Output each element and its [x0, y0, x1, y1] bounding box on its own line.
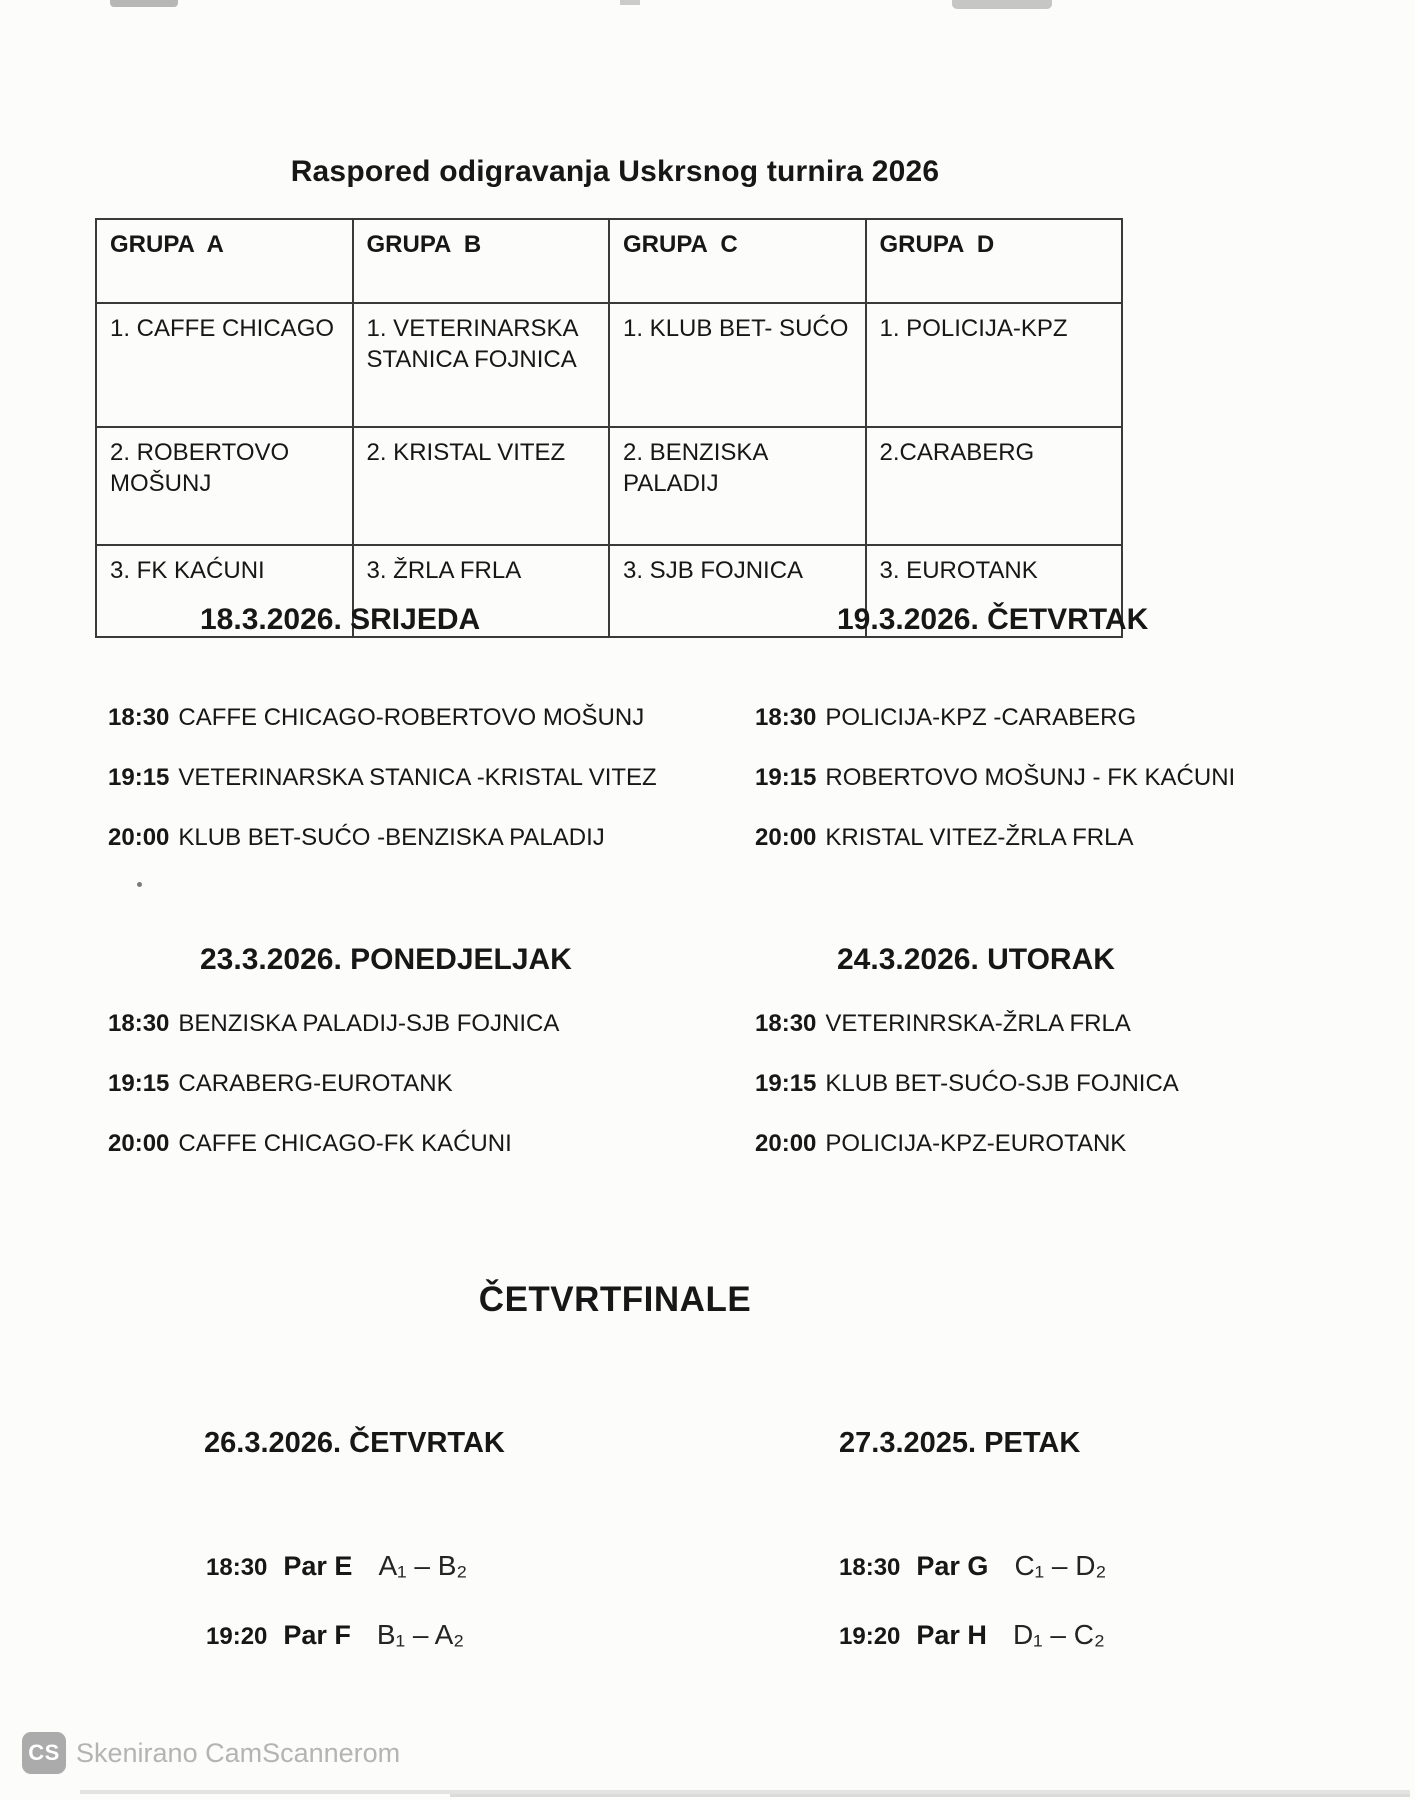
match-row	[755, 1068, 1330, 1100]
group-team-cell: 1. POLICIJA-KPZ	[866, 303, 1123, 427]
group-team-cell: 1. KLUB BET- SUĆO	[609, 303, 866, 427]
match-teams: A₁ – B₂	[378, 1550, 468, 1581]
quarterfinals-heading: ČETVRTFINALE	[478, 1280, 752, 1319]
groups-header-row	[96, 219, 1122, 303]
scan-artifact	[80, 1790, 1410, 1794]
match-day-section	[100, 602, 675, 882]
match-row	[755, 822, 1330, 854]
match-time: 19:15	[108, 764, 170, 791]
match-day-section	[755, 942, 1330, 1188]
match-teams: KLUB BET-SUĆO -BENZISKA PALADIJ	[178, 824, 605, 851]
scan-artifact	[620, 0, 640, 5]
match-row	[108, 1068, 675, 1100]
match-row	[755, 702, 1330, 734]
day-heading: 24.3.2026. UTORAK	[837, 943, 1115, 976]
match-time: 19:15	[755, 1070, 817, 1097]
match-row	[755, 1008, 1330, 1040]
group-team-cell: 3. ŽRLA FRLA	[353, 545, 610, 637]
match-time: 19:20	[839, 1623, 901, 1650]
match-time: 18:30	[839, 1554, 901, 1581]
match-teams: POLICIJA-KPZ-EUROTANK	[825, 1130, 1127, 1157]
pair-label: Par F	[283, 1620, 351, 1650]
match-row	[108, 762, 675, 794]
day-heading: 27.3.2025. PETAK	[839, 1427, 1081, 1459]
quarterfinal-day-section	[100, 1425, 660, 1685]
day-heading: 18.3.2026. SRIJEDA	[200, 603, 481, 636]
pair-label: Par H	[916, 1620, 987, 1650]
match-time: 19:15	[108, 1070, 170, 1097]
match-time: 20:00	[755, 1130, 817, 1157]
camscanner-footer	[22, 1732, 400, 1774]
quarterfinal-day-section	[755, 1425, 1315, 1685]
group-c-header: GRUPA C	[609, 219, 866, 303]
match-teams: VETERINARSKA STANICA -KRISTAL VITEZ	[178, 764, 657, 791]
match-teams: POLICIJA-KPZ -CARABERG	[825, 704, 1137, 731]
match-teams: CAFFE CHICAGO-FK KAĆUNI	[178, 1130, 512, 1157]
document-title: Raspored odigravanja Uskrsnog turnira 2026	[290, 155, 940, 188]
group-team-cell: 2.CARABERG	[866, 427, 1123, 545]
match-teams: ROBERTOVO MOŠUNJ - FK KAĆUNI	[825, 764, 1236, 791]
group-team-cell: 3. SJB FOJNICA	[609, 545, 866, 637]
group-b-header: GRUPA B	[353, 219, 610, 303]
scan-artifact	[110, 0, 178, 7]
match-teams: B₁ – A₂	[376, 1619, 465, 1650]
group-a-header: GRUPA A	[96, 219, 353, 303]
quarterfinal-match-row	[839, 1547, 1315, 1587]
match-teams: D₁ – C₂	[1012, 1619, 1105, 1650]
match-time: 20:00	[755, 824, 817, 851]
day-heading: 23.3.2026. PONEDJELJAK	[200, 943, 572, 976]
match-row	[108, 822, 675, 854]
match-teams: KRISTAL VITEZ-ŽRLA FRLA	[825, 824, 1134, 851]
group-team-cell: 1. CAFFE CHICAGO	[96, 303, 353, 427]
pair-label: Par E	[283, 1551, 353, 1581]
scan-artifact	[450, 1794, 1410, 1797]
group-team-cell: 1. VETERINARSKA STANICA FOJNICA	[353, 303, 610, 427]
match-time: 18:30	[108, 704, 170, 731]
camscanner-text: Skenirano CamScannerom	[76, 1737, 401, 1768]
match-row	[755, 762, 1330, 794]
match-day-section	[755, 602, 1330, 882]
group-team-cell: 2. KRISTAL VITEZ	[353, 427, 610, 545]
match-row	[108, 1008, 675, 1040]
match-time: 20:00	[108, 824, 170, 851]
match-row	[108, 1128, 675, 1160]
quarterfinal-match-row	[839, 1616, 1315, 1656]
scan-artifact	[952, 0, 1052, 9]
quarterfinal-match-row	[206, 1616, 660, 1656]
camscanner-icon: CS	[22, 1732, 66, 1774]
pair-label: Par G	[916, 1551, 989, 1581]
match-time: 18:30	[755, 704, 817, 731]
match-teams: VETERINRSKA-ŽRLA FRLA	[825, 1010, 1131, 1037]
match-teams: C₁ – D₂	[1014, 1550, 1107, 1581]
group-team-cell: 3. EUROTANK	[866, 545, 1123, 637]
match-teams: CAFFE CHICAGO-ROBERTOVO MOŠUNJ	[178, 704, 645, 731]
group-d-header: GRUPA D	[866, 219, 1123, 303]
match-time: 18:30	[755, 1010, 817, 1037]
match-teams: KLUB BET-SUĆO-SJB FOJNICA	[825, 1070, 1179, 1097]
group-team-cell: 2. ROBERTOVO MOŠUNJ	[96, 427, 353, 545]
day-heading: 26.3.2026. ČETVRTAK	[204, 1427, 505, 1459]
match-time: 20:00	[108, 1130, 170, 1157]
table-row	[96, 303, 1122, 427]
table-row	[96, 427, 1122, 545]
day-heading: 19.3.2026. ČETVRTAK	[837, 603, 1149, 636]
match-time: 18:30	[206, 1554, 268, 1581]
match-time: 18:30	[108, 1010, 170, 1037]
match-teams: BENZISKA PALADIJ-SJB FOJNICA	[178, 1010, 560, 1037]
match-row	[108, 702, 675, 734]
match-time: 19:15	[755, 764, 817, 791]
match-row	[755, 1128, 1330, 1160]
quarterfinal-match-row	[206, 1547, 660, 1587]
group-team-cell: 3. FK KAĆUNI	[96, 545, 353, 637]
match-day-section	[100, 942, 675, 1188]
match-teams: CARABERG-EUROTANK	[178, 1070, 453, 1097]
group-team-cell: 2. BENZISKA PALADIJ	[609, 427, 866, 545]
match-time: 19:20	[206, 1623, 268, 1650]
groups-table	[95, 218, 1123, 638]
scan-artifact	[137, 882, 142, 887]
